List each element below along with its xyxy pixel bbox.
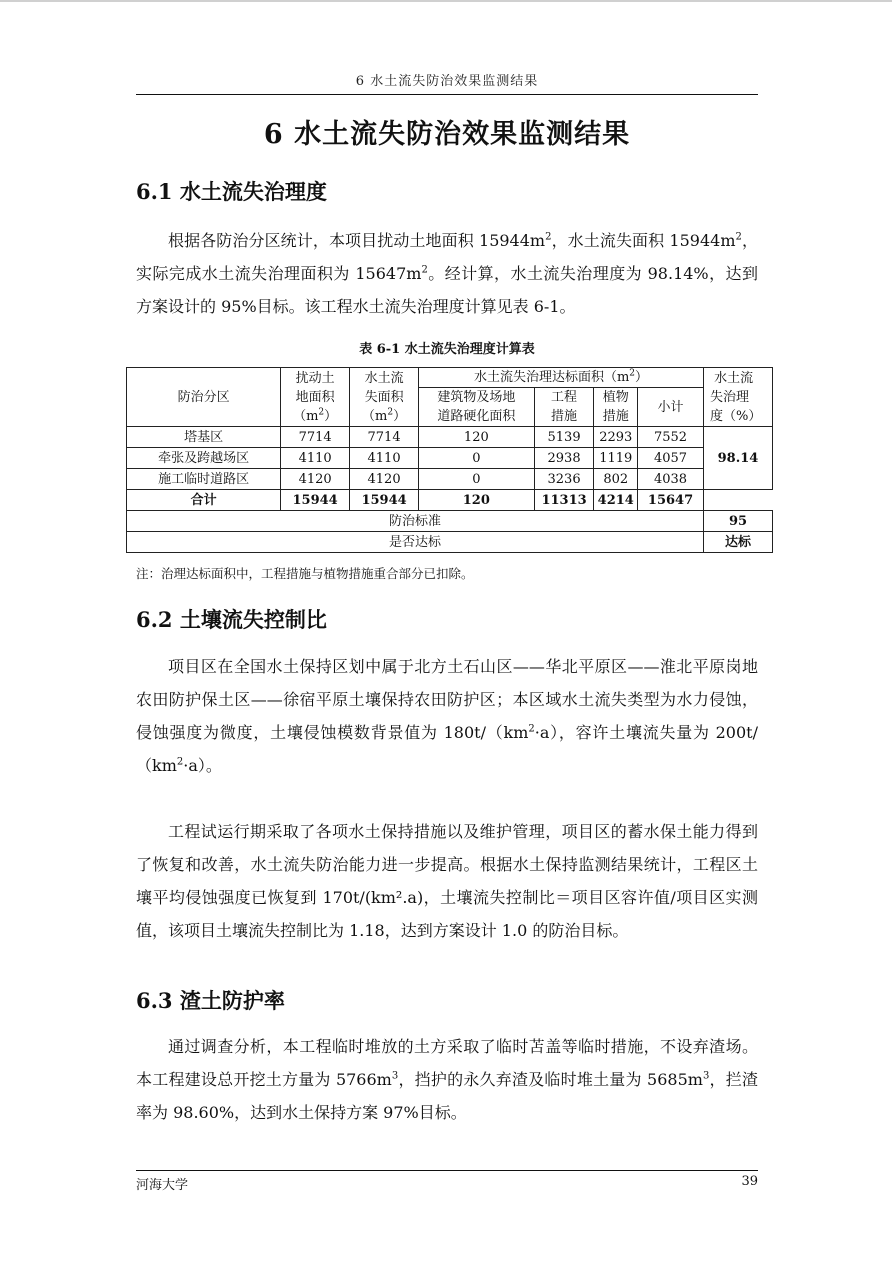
- cell-zone: 塔基区: [127, 427, 281, 448]
- cell-subtotal: 7552: [638, 427, 704, 448]
- cell-loss: 4110: [350, 448, 419, 469]
- table-achieved-row: [127, 532, 773, 553]
- header-engineering: 工程 措施: [534, 388, 594, 427]
- cell-buildings: 120: [419, 427, 535, 448]
- cell-total-plant: 4214: [594, 490, 638, 511]
- cell-zone: 施工临时道路区: [127, 469, 281, 490]
- table-caption: 表 6-1 水土流失治理度计算表: [359, 342, 535, 357]
- header-loss-area: 水土流 失面积 $(m^2)$: [350, 368, 419, 427]
- header-rate: 水土流 失治理 度（%）: [703, 368, 772, 427]
- cell-total-engineering: 11313: [534, 490, 594, 511]
- cell-standard-label: 防治标准: [127, 511, 704, 532]
- cell-disturbed: 7714: [281, 427, 350, 448]
- cell-buildings: 0: [419, 469, 535, 490]
- running-header: 6 水土流失防治效果监测结果: [355, 74, 539, 89]
- treatment-rate-table: [126, 367, 773, 553]
- cell-standard-value: 95: [703, 511, 772, 532]
- page-number: 39: [741, 1174, 758, 1189]
- cell-total-buildings: 120: [419, 490, 535, 511]
- cell-disturbed: 4110: [281, 448, 350, 469]
- header-disturbed-area: 扰动土 地面积 $(m^2)$: [281, 368, 350, 427]
- section-6-3-paragraph: 通过调查分析，本工程临时堆放的土方采取了临时苫盖等临时措施，不设弃渣场。本工程建设总开挖土方量为 $5766m^3$，挡护的永久弃渣及临时堆土量为 $5685m^3$，拦渣率为 98.60%，达到水土保持方案 97%目标。: [136, 1037, 758, 1122]
- cell-total-label: 合计: [127, 490, 281, 511]
- cell-zone: 牵张及跨越场区: [127, 448, 281, 469]
- cell-buildings: 0: [419, 448, 535, 469]
- cell-engineering: 2938: [534, 448, 594, 469]
- header-buildings: 建筑物及场地 道路硬化面积: [419, 388, 535, 427]
- cell-subtotal: 4057: [638, 448, 704, 469]
- footer-rule: [136, 1170, 758, 1171]
- header-subtotal: 小计: [638, 388, 704, 427]
- section-heading-6-2: 6.2 土壤流失控制比: [136, 607, 327, 632]
- cell-loss: 4120: [350, 469, 419, 490]
- table-standard-row: [127, 511, 773, 532]
- chapter-title: 6 水土流失防治效果监测结果: [263, 119, 631, 150]
- table-note: 注：治理达标面积中，工程措施与植物措施重合部分已扣除。: [136, 566, 474, 581]
- cell-total-subtotal: 15647: [638, 490, 704, 511]
- cell-plant: 802: [594, 469, 638, 490]
- header-zone: 防治分区: [127, 368, 281, 427]
- cell-plant: 1119: [594, 448, 638, 469]
- header-treated-group: 水土流失治理达标面积$(m^2)$: [419, 368, 704, 388]
- cell-rate-value: 98.14: [703, 427, 772, 490]
- cell-subtotal: 4038: [638, 469, 704, 490]
- table-header-row: [127, 368, 773, 388]
- cell-achieved-label: 是否达标: [127, 532, 704, 553]
- table-row: [127, 469, 773, 490]
- section-6-1-paragraph: 根据各防治分区统计，本项目扰动土地面积 $15944m^2$，水土流失面积 $15944m^2$，实际完成水土流失治理面积为 $15647m^2$。经计算，水土流失治理度为 98.14%，达到方案设计的 95%目标。该工程水土流失治理度计算见表 6-1。: [136, 231, 758, 316]
- cell-disturbed: 4120: [281, 469, 350, 490]
- table-row: [127, 448, 773, 469]
- cell-achieved-value: 达标: [703, 532, 772, 553]
- cell-engineering: 5139: [534, 427, 594, 448]
- table-total-row: [127, 490, 773, 511]
- cell-loss: 7714: [350, 427, 419, 448]
- cell-total-disturbed: 15944: [281, 490, 350, 511]
- page-top-border: [0, 0, 892, 2]
- cell-total-loss: 15944: [350, 490, 419, 511]
- section-heading-6-1: 6.1 水土流失治理度: [136, 179, 327, 204]
- cell-plant: 2293: [594, 427, 638, 448]
- header-rule: [136, 94, 758, 95]
- table-row: [127, 427, 773, 448]
- section-6-2-paragraph-1: 项目区在全国水土保持区划中属于北方土石山区——华北平原区——淮北平原岗地农田防护保土区——徐宿平原土壤保持农田防护区；本区域水土流失类型为水力侵蚀，侵蚀强度为微度，土壤侵蚀模数背景值为 $180t/(km^2\cdot a)$，容许土壤流失量为 $200t/(km^2\cdot a)$。: [136, 657, 758, 775]
- cell-engineering: 3236: [534, 469, 594, 490]
- header-plant: 植物 措施: [594, 388, 638, 427]
- section-heading-6-3: 6.3 渣土防护率: [136, 988, 285, 1013]
- footer-organization: 河海大学: [136, 1178, 189, 1193]
- section-6-2-paragraph-2: 工程试运行期采取了各项水土保持措施以及维护管理，项目区的蓄水保土能力得到了恢复和改善，水土流失防治能力进一步提高。根据水土保持监测结果统计，工程区土壤平均侵蚀强度已恢复到 170t/(km².a)，土壤流失控制比＝项目区容许值/项目区实测值，该项目土壤流失控制比为 1.18，达到方案设计 1.0 的防治目标。: [136, 822, 758, 940]
